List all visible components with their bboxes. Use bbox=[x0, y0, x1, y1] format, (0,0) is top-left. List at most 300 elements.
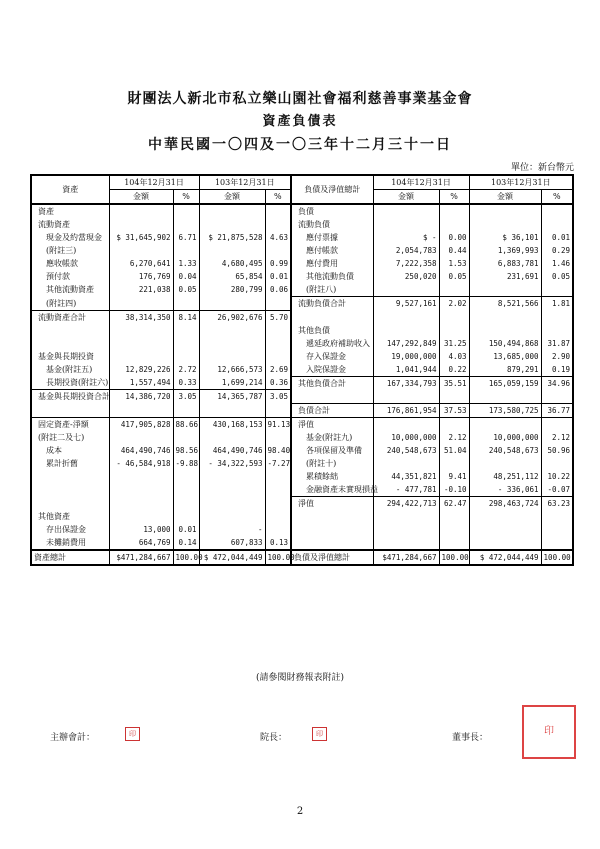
asset-pct-103: 2.69 bbox=[265, 363, 291, 377]
liability-pct-104: 51.04 bbox=[439, 444, 469, 457]
liability-pct-104: 35.51 bbox=[439, 376, 469, 390]
asset-amount-104: 14,386,720 bbox=[109, 390, 173, 404]
liability-amount-103: 150,494,868 bbox=[469, 337, 541, 350]
organization-title: 財團法人新北市私立樂山園社會福利慈善事業基金會 bbox=[127, 91, 473, 107]
asset-item-label: 預付款 bbox=[46, 272, 70, 281]
asset-pct-103: 0.99 bbox=[265, 257, 291, 270]
total-liab-pct-104: 100.00 bbox=[439, 550, 469, 565]
liability-pct-103: 0.19 bbox=[541, 363, 573, 377]
liability-amount-103: 1,369,993 bbox=[469, 244, 541, 257]
table-row bbox=[31, 231, 573, 244]
liability-amount-103: 879,291 bbox=[469, 363, 541, 377]
liability-amount-103: 165,059,159 bbox=[469, 376, 541, 390]
asset-amount-103: 26,902,676 bbox=[199, 310, 265, 324]
liabilities-header: 負債及淨值總計 bbox=[291, 175, 373, 204]
asset-amount-104: - 46,584,918 bbox=[109, 457, 173, 470]
asset-item-label: 其他流動資產 bbox=[46, 285, 94, 295]
liability-item-label bbox=[291, 510, 373, 523]
total-liab-label: 負債及淨值總計 bbox=[291, 550, 373, 565]
chairman-label: 董事長： bbox=[452, 733, 489, 743]
asset-pct-103 bbox=[265, 297, 291, 311]
liability-item-label: 流動負債 bbox=[291, 218, 373, 231]
liability-amount-104 bbox=[373, 417, 439, 431]
liability-amount-104 bbox=[373, 457, 439, 470]
right-104-header: 104年12月31日 bbox=[373, 175, 469, 190]
asset-amount-104: 6,270,641 bbox=[109, 257, 173, 270]
liability-amount-104 bbox=[373, 536, 439, 549]
liability-pct-104: 62.47 bbox=[439, 496, 469, 510]
liability-amount-104: 147,292,849 bbox=[373, 337, 439, 350]
asset-pct-104 bbox=[173, 483, 199, 497]
asset-amount-103: 280,799 bbox=[199, 283, 265, 297]
asset-pct-104 bbox=[173, 496, 199, 510]
table-row bbox=[31, 350, 573, 363]
asset-amount-103: - bbox=[199, 523, 265, 536]
asset-pct-104: 8.14 bbox=[173, 310, 199, 324]
liability-pct-103 bbox=[541, 523, 573, 536]
asset-amount-104: 664,769 bbox=[109, 536, 173, 549]
asset-amount-104 bbox=[109, 403, 173, 417]
liability-pct-103 bbox=[541, 310, 573, 324]
asset-item-label bbox=[31, 483, 109, 497]
chairman-seal: 印 bbox=[522, 705, 576, 759]
liability-item-label: 基金(附註九) bbox=[291, 431, 373, 444]
liability-amount-104 bbox=[373, 390, 439, 404]
liability-pct-103: 0.05 bbox=[541, 270, 573, 283]
asset-item-label: 成本 bbox=[46, 445, 62, 455]
asset-pct-103: 0.13 bbox=[265, 536, 291, 549]
asset-item-label: 資產 bbox=[38, 207, 54, 216]
asset-amount-104 bbox=[109, 483, 173, 497]
pct-header: % bbox=[439, 190, 469, 205]
asset-amount-104 bbox=[109, 297, 173, 311]
asset-amount-103 bbox=[199, 204, 265, 218]
asset-amount-104: 13,000 bbox=[109, 523, 173, 536]
table-row bbox=[31, 431, 573, 444]
table-row bbox=[31, 470, 573, 483]
asset-item-label: (附註二及七) bbox=[38, 432, 85, 442]
total-assets-103: $ 472,044,449 bbox=[199, 550, 265, 565]
asset-amount-103: $ 21,875,528 bbox=[199, 231, 265, 244]
liability-amount-104 bbox=[373, 283, 439, 297]
liability-pct-103 bbox=[541, 324, 573, 337]
asset-pct-104: 6.71 bbox=[173, 231, 199, 244]
asset-pct-104: 0.33 bbox=[173, 376, 199, 390]
liability-item-label: 負債合計 bbox=[291, 403, 373, 417]
liability-pct-104: 31.25 bbox=[439, 337, 469, 350]
asset-item-label: 固定資產-淨額 bbox=[31, 417, 109, 431]
asset-amount-103: 14,365,787 bbox=[199, 390, 265, 404]
liability-pct-104: 2.02 bbox=[439, 297, 469, 311]
liability-amount-103: 8,521,566 bbox=[469, 297, 541, 311]
liability-item-label: 金融資產未實現損益 bbox=[291, 483, 373, 497]
asset-amount-103: 430,168,153 bbox=[199, 417, 265, 431]
liability-amount-104 bbox=[373, 310, 439, 324]
table-row bbox=[31, 376, 573, 390]
asset-amount-103 bbox=[199, 470, 265, 483]
asset-item-label: 流動資產合計 bbox=[31, 310, 109, 324]
liability-amount-104: $ - bbox=[373, 231, 439, 244]
asset-amount-104 bbox=[109, 337, 173, 350]
asset-pct-104 bbox=[173, 297, 199, 311]
director-label: 院長： bbox=[260, 733, 288, 743]
asset-amount-104: 221,038 bbox=[109, 283, 173, 297]
asset-amount-103 bbox=[199, 496, 265, 510]
liability-amount-103 bbox=[469, 536, 541, 549]
accountant-seal: 印 bbox=[125, 727, 140, 741]
asset-pct-104 bbox=[173, 337, 199, 350]
liability-pct-104 bbox=[439, 417, 469, 431]
asset-pct-104 bbox=[173, 431, 199, 444]
liability-item-label: 應付帳款 bbox=[291, 244, 373, 257]
liability-item-label: 遞延政府補助收入 bbox=[291, 337, 373, 350]
liability-pct-104 bbox=[439, 390, 469, 404]
liability-pct-104: 1.53 bbox=[439, 257, 469, 270]
liability-pct-103 bbox=[541, 417, 573, 431]
liability-amount-104: 250,020 bbox=[373, 270, 439, 283]
liability-pct-104: 0.22 bbox=[439, 363, 469, 377]
liability-pct-103: 2.12 bbox=[541, 431, 573, 444]
director-seal: 印 bbox=[312, 727, 327, 741]
asset-pct-103 bbox=[265, 523, 291, 536]
asset-amount-104: 1,557,494 bbox=[109, 376, 173, 390]
liability-item-label: 淨值 bbox=[291, 417, 373, 431]
pct-header: % bbox=[173, 190, 199, 205]
asset-pct-104: 88.66 bbox=[173, 417, 199, 431]
asset-pct-104: 0.14 bbox=[173, 536, 199, 549]
liability-pct-103 bbox=[541, 457, 573, 470]
asset-pct-103: -7.27 bbox=[265, 457, 291, 470]
table-row bbox=[31, 483, 573, 497]
liability-amount-103: 231,691 bbox=[469, 270, 541, 283]
liability-pct-103 bbox=[541, 536, 573, 549]
liability-pct-103: 36.77 bbox=[541, 403, 573, 417]
liability-item-label bbox=[291, 310, 373, 324]
liability-amount-103: 13,685,000 bbox=[469, 350, 541, 363]
liability-pct-104: -0.10 bbox=[439, 483, 469, 497]
amount-header: 金額 bbox=[373, 190, 439, 205]
liability-amount-104: 44,351,821 bbox=[373, 470, 439, 483]
liability-pct-103: 31.87 bbox=[541, 337, 573, 350]
asset-item-label bbox=[31, 496, 109, 510]
asset-pct-104: 0.05 bbox=[173, 283, 199, 297]
asset-pct-104 bbox=[173, 244, 199, 257]
liability-amount-104 bbox=[373, 510, 439, 523]
liability-item-label: 入院保證金 bbox=[291, 363, 373, 377]
liability-pct-104: 9.41 bbox=[439, 470, 469, 483]
asset-amount-103: 65,854 bbox=[199, 270, 265, 283]
asset-pct-103 bbox=[265, 244, 291, 257]
asset-amount-103 bbox=[199, 510, 265, 523]
liability-amount-103: 298,463,724 bbox=[469, 496, 541, 510]
currency-unit: 單位：新台幣元 bbox=[510, 163, 574, 173]
liability-amount-103 bbox=[469, 324, 541, 337]
liability-pct-104: 0.05 bbox=[439, 270, 469, 283]
table-row bbox=[31, 337, 573, 350]
asset-amount-104: $ 31,645,902 bbox=[109, 231, 173, 244]
liability-amount-104: 294,422,713 bbox=[373, 496, 439, 510]
liability-amount-103 bbox=[469, 218, 541, 231]
table-row bbox=[31, 457, 573, 470]
liability-amount-104: 9,527,161 bbox=[373, 297, 439, 311]
liability-pct-103: 0.29 bbox=[541, 244, 573, 257]
asset-pct-104 bbox=[173, 510, 199, 523]
asset-item-label: 累計折舊 bbox=[46, 458, 78, 468]
asset-item-label: 基金與長期投資合計 bbox=[31, 390, 109, 404]
table-row bbox=[31, 510, 573, 523]
total-assets-104: $471,284,667 bbox=[109, 550, 173, 565]
asset-amount-103 bbox=[199, 483, 265, 497]
page-number: 2 bbox=[296, 806, 304, 817]
liability-pct-104: 4.03 bbox=[439, 350, 469, 363]
asset-pct-104: 3.05 bbox=[173, 390, 199, 404]
table-row bbox=[31, 297, 573, 311]
liability-item-label: 其他負債合計 bbox=[291, 376, 373, 390]
asset-pct-103 bbox=[265, 510, 291, 523]
total-assets-label: 資產總計 bbox=[31, 550, 109, 565]
liability-item-label bbox=[291, 390, 373, 404]
pct-header: % bbox=[541, 190, 573, 205]
liability-item-label: 存入保證金 bbox=[291, 350, 373, 363]
asset-item-label: 基金(附註五) bbox=[46, 364, 93, 374]
liability-item-label: 累積餘絀 bbox=[291, 470, 373, 483]
asset-amount-103: 1,699,214 bbox=[199, 376, 265, 390]
liability-amount-104: 240,548,673 bbox=[373, 444, 439, 457]
asset-amount-104: 417,905,828 bbox=[109, 417, 173, 431]
asset-pct-104: 1.33 bbox=[173, 257, 199, 270]
liability-item-label: 負債 bbox=[291, 204, 373, 218]
liability-amount-103 bbox=[469, 510, 541, 523]
asset-item-label bbox=[31, 337, 109, 350]
asset-pct-103: 98.40 bbox=[265, 444, 291, 457]
liability-amount-103: 10,000,000 bbox=[469, 431, 541, 444]
asset-amount-104 bbox=[109, 510, 173, 523]
asset-pct-103: 0.01 bbox=[265, 270, 291, 283]
asset-pct-103 bbox=[265, 218, 291, 231]
liability-pct-104: 2.12 bbox=[439, 431, 469, 444]
total-liab-103: $ 472,044,449 bbox=[469, 550, 541, 565]
table-row bbox=[31, 536, 573, 549]
asset-amount-104 bbox=[109, 496, 173, 510]
asset-pct-103 bbox=[265, 324, 291, 337]
liability-pct-103: 10.22 bbox=[541, 470, 573, 483]
liability-item-label: 應付票據 bbox=[291, 231, 373, 244]
liability-pct-104 bbox=[439, 310, 469, 324]
table-row bbox=[31, 218, 573, 231]
liability-pct-104 bbox=[439, 510, 469, 523]
liability-pct-104: 0.44 bbox=[439, 244, 469, 257]
asset-item-label: (附註四) bbox=[46, 298, 77, 308]
amount-header: 金額 bbox=[199, 190, 265, 205]
liability-amount-104 bbox=[373, 204, 439, 218]
asset-pct-104: 98.56 bbox=[173, 444, 199, 457]
liability-pct-103 bbox=[541, 390, 573, 404]
liability-amount-104: - 477,781 bbox=[373, 483, 439, 497]
liability-pct-104 bbox=[439, 283, 469, 297]
asset-amount-104 bbox=[109, 470, 173, 483]
asset-amount-104 bbox=[109, 218, 173, 231]
table-row bbox=[31, 523, 573, 536]
amount-header: 金額 bbox=[469, 190, 541, 205]
table-row bbox=[31, 417, 573, 431]
liability-amount-103 bbox=[469, 390, 541, 404]
asset-pct-103 bbox=[265, 337, 291, 350]
asset-pct-103 bbox=[265, 496, 291, 510]
liability-pct-104: 37.53 bbox=[439, 403, 469, 417]
asset-amount-103 bbox=[199, 218, 265, 231]
liability-pct-103: 2.90 bbox=[541, 350, 573, 363]
liability-pct-103: 50.96 bbox=[541, 444, 573, 457]
asset-pct-103: 91.13 bbox=[265, 417, 291, 431]
asset-amount-103 bbox=[199, 244, 265, 257]
liability-amount-103: 6,883,781 bbox=[469, 257, 541, 270]
liability-amount-104 bbox=[373, 218, 439, 231]
liability-amount-104: 1,041,944 bbox=[373, 363, 439, 377]
liability-amount-104: 7,222,358 bbox=[373, 257, 439, 270]
left-103-header: 103年12月31日 bbox=[199, 175, 291, 190]
notes-reference: (請參閱財務報表附註) bbox=[255, 673, 345, 683]
asset-amount-103: - 34,322,593 bbox=[199, 457, 265, 470]
liability-item-label: (附註十) bbox=[291, 457, 373, 470]
liability-amount-103: 173,580,725 bbox=[469, 403, 541, 417]
liability-item-label: 各項保留及準備 bbox=[291, 444, 373, 457]
liability-amount-103 bbox=[469, 204, 541, 218]
liability-item-label: 流動負債合計 bbox=[291, 297, 373, 311]
table-row bbox=[31, 444, 573, 457]
asset-amount-103 bbox=[199, 350, 265, 363]
asset-amount-104: 38,314,350 bbox=[109, 310, 173, 324]
asset-pct-104: 0.04 bbox=[173, 270, 199, 283]
liability-pct-103 bbox=[541, 218, 573, 231]
assets-header: 資產 bbox=[31, 175, 109, 204]
liability-item-label: 淨值 bbox=[291, 496, 373, 510]
asset-item-label: 其他資產 bbox=[38, 511, 70, 521]
left-104-header: 104年12月31日 bbox=[109, 175, 199, 190]
asset-pct-103: 0.06 bbox=[265, 283, 291, 297]
asset-amount-103: 464,490,746 bbox=[199, 444, 265, 457]
liability-amount-103 bbox=[469, 283, 541, 297]
asset-pct-103 bbox=[265, 403, 291, 417]
table-row bbox=[31, 310, 573, 324]
asset-pct-104 bbox=[173, 350, 199, 363]
asset-pct-104: 0.01 bbox=[173, 523, 199, 536]
asset-pct-103 bbox=[265, 470, 291, 483]
asset-amount-103: 4,680,495 bbox=[199, 257, 265, 270]
liability-pct-103 bbox=[541, 510, 573, 523]
liability-item-label: (附註八) bbox=[291, 283, 373, 297]
asset-item-label: 應收帳款 bbox=[46, 259, 78, 268]
liability-amount-104: 19,000,000 bbox=[373, 350, 439, 363]
liability-amount-104: 10,000,000 bbox=[373, 431, 439, 444]
liability-pct-103 bbox=[541, 283, 573, 297]
report-date: 中華民國一〇四及一〇三年十二月三十一日 bbox=[148, 137, 452, 153]
asset-amount-104 bbox=[109, 324, 173, 337]
asset-amount-103 bbox=[199, 337, 265, 350]
asset-amount-104: 12,829,226 bbox=[109, 363, 173, 377]
asset-amount-103: 12,666,573 bbox=[199, 363, 265, 377]
asset-pct-103: 5.70 bbox=[265, 310, 291, 324]
total-liab-pct-103: 100.00 bbox=[541, 550, 573, 565]
liability-amount-104 bbox=[373, 324, 439, 337]
liability-pct-103: -0.07 bbox=[541, 483, 573, 497]
asset-item-label: 長期投資(附註六) bbox=[46, 378, 109, 387]
liability-amount-104: 2,054,783 bbox=[373, 244, 439, 257]
liability-pct-103: 1.81 bbox=[541, 297, 573, 311]
liability-item-label: 其他流動負債 bbox=[291, 270, 373, 283]
table-row bbox=[31, 204, 573, 218]
liability-amount-104: 167,334,793 bbox=[373, 376, 439, 390]
liability-pct-104 bbox=[439, 523, 469, 536]
liability-pct-103: 63.23 bbox=[541, 496, 573, 510]
asset-item-label: (附註三) bbox=[46, 246, 77, 255]
table-row bbox=[31, 283, 573, 297]
asset-pct-103 bbox=[265, 204, 291, 218]
liability-pct-103 bbox=[541, 204, 573, 218]
liability-pct-104: 0.00 bbox=[439, 231, 469, 244]
asset-pct-104 bbox=[173, 324, 199, 337]
liability-pct-104 bbox=[439, 218, 469, 231]
liability-amount-104: 176,861,954 bbox=[373, 403, 439, 417]
table-row bbox=[31, 363, 573, 377]
asset-pct-104: 2.72 bbox=[173, 363, 199, 377]
table-row bbox=[31, 390, 573, 404]
report-title: 資產負債表 bbox=[262, 114, 338, 129]
liability-item-label: 其他負債 bbox=[291, 324, 373, 337]
asset-amount-103 bbox=[199, 431, 265, 444]
asset-item-label bbox=[31, 324, 109, 337]
asset-amount-103 bbox=[199, 324, 265, 337]
asset-pct-104 bbox=[173, 470, 199, 483]
total-assets-pct-104: 100.00 bbox=[173, 550, 199, 565]
liability-amount-103: 48,251,112 bbox=[469, 470, 541, 483]
asset-pct-104 bbox=[173, 403, 199, 417]
asset-item-label: 存出保證金 bbox=[46, 524, 86, 534]
asset-item-label bbox=[31, 470, 109, 483]
asset-pct-103: 0.36 bbox=[265, 376, 291, 390]
liability-item-label bbox=[291, 536, 373, 549]
accountant-label: 主辦會計： bbox=[50, 733, 96, 743]
liability-amount-103 bbox=[469, 310, 541, 324]
table-row bbox=[31, 324, 573, 337]
asset-pct-103: 4.63 bbox=[265, 231, 291, 244]
asset-pct-103 bbox=[265, 483, 291, 497]
liability-amount-103 bbox=[469, 417, 541, 431]
asset-item-label: 現金及約當現金 bbox=[46, 233, 102, 242]
liability-amount-103 bbox=[469, 457, 541, 470]
amount-header: 金額 bbox=[109, 190, 173, 205]
asset-item-label: 基金與長期投資 bbox=[38, 351, 94, 361]
total-assets-pct-103: 100.00 bbox=[265, 550, 291, 565]
liability-amount-103: - 336,061 bbox=[469, 483, 541, 497]
liability-pct-103: 1.46 bbox=[541, 257, 573, 270]
asset-amount-103 bbox=[199, 403, 265, 417]
table-row bbox=[31, 270, 573, 283]
asset-amount-104 bbox=[109, 350, 173, 363]
asset-amount-104 bbox=[109, 431, 173, 444]
asset-pct-104 bbox=[173, 218, 199, 231]
liability-pct-104 bbox=[439, 457, 469, 470]
liability-pct-104 bbox=[439, 324, 469, 337]
liability-amount-104 bbox=[373, 523, 439, 536]
right-103-header: 103年12月31日 bbox=[469, 175, 573, 190]
liability-pct-104 bbox=[439, 204, 469, 218]
liability-amount-103 bbox=[469, 523, 541, 536]
liability-amount-103: $ 36,101 bbox=[469, 231, 541, 244]
pct-header: % bbox=[265, 190, 291, 205]
balance-sheet-table bbox=[30, 174, 574, 566]
liability-item-label bbox=[291, 523, 373, 536]
asset-amount-104 bbox=[109, 204, 173, 218]
